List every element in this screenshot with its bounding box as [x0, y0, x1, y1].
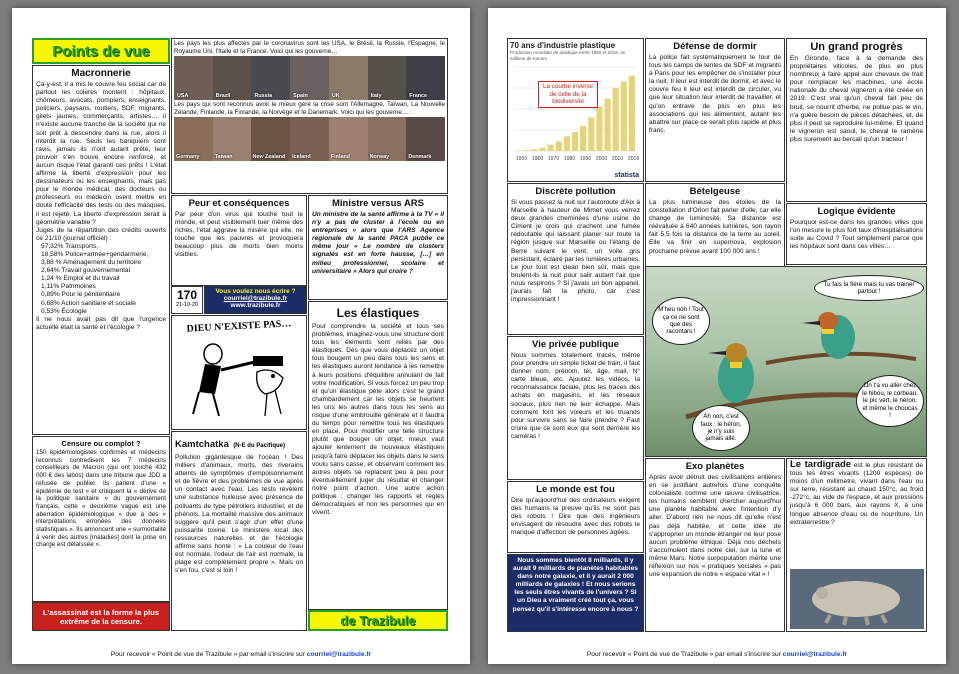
footer-text: Pour recevoir « Point de vue de Trazibule » par email s'inscrire sur [586, 651, 781, 658]
cartoon [171, 315, 307, 430]
birds-photo [645, 266, 927, 457]
article-censure [32, 436, 170, 602]
article-body: Pollution gigantesque de l'océan ! Des milliers d'animaux, morts, des riverains atteints de symptômes d'empoisonnement et de fièvre et des problèmes de vue après un contact avec l'eau. Les tests révèlent une substance huileuse avec présence de polluants de type pétroliers industriel, et de phénols. La mortalité massive des animaux suggère qu'il peut s'agir d'un effet d'une puissante toxine. Le ministère local des ressources naturelles et de l'écologie affirme sans honte : « La couleur de l'eau est normale, l'odeur de l'air est normale, la plage est complètement propre ». Mais on s'en fou, c'est si loin ! [175, 454, 303, 575]
quote-banner [32, 602, 170, 631]
article-title: Kamtchatka [175, 439, 229, 450]
leader-photo: Italy [368, 56, 407, 100]
speech-bubble: Ah non, c'est faux : le héron, je n'y suis jamais allé. [692, 405, 750, 451]
article-body: Par peur d'un virus qui touche tout le monde, et peut visiblement tuer même des riches, l'état aggrave la misère qui elle, ne touche que les pauvres et provoquera beaucoup plus de morts bien moins visibles. [175, 211, 303, 259]
leader-photo: Brazil [213, 56, 252, 100]
article-body: Nous sommes totalement tracés, même pour prendre un simple ticket de train, il faut donner nom, prénom, tél, âge, mail, N° carte bleue, etc. Ajoutez les vidéos, la reconnaissance faciale, plus les traces des achats en magasins, et les réseaux sociaux, plus rien ne leur échappe. Mais comment font les voleurs et les truands pour survivre sans se faire prendre ? Faut croire que ce sont eux qui sont derrière les caméras ! [511, 352, 640, 440]
list-item: 3,88 % Aménagement du territoire [41, 259, 142, 267]
article-title: Censure ou complot ? [61, 439, 141, 448]
chart-annotation: La courbe inverse de celle de la biodiversité [538, 81, 598, 108]
leader-photo: New Zealand [251, 117, 290, 161]
chart-bar [629, 76, 635, 151]
article-title: Vie privée publique [532, 339, 619, 350]
plastic-chart [507, 38, 644, 182]
budget-list [36, 243, 166, 316]
milliards-text: Nous sommes bientôt 8 milliards, il y aurait 9 milliards de planètes habitables dans notre galaxie, et il y aurait 2 000 milliards de galaxies ! Et nous serions les seuls êtres vivants de l'univers ? Si un Dieu a vraiment créé tout ça, vous pensez qu'il s'intéresse encore à nous ? [512, 557, 639, 613]
chart-bar [548, 145, 554, 151]
chart-x-tick: 1970 [548, 156, 560, 162]
chart-bar [613, 88, 619, 151]
quote-text: L'assassinat est la forme la plus extrême de la censure. [42, 607, 160, 626]
leader-photo: Iceland [290, 117, 329, 161]
contact-email[interactable]: courriel@trazibule.fr [223, 295, 288, 302]
chart-x-tick: 2000 [596, 156, 608, 162]
footer-email[interactable]: courriel@trazibule.fr [782, 651, 848, 658]
speech-bubble: On t'a vu aller chez le hibou, le corbeau, le pic vert, le héron, et même le choucas ! [856, 375, 924, 427]
article-progres [786, 38, 927, 202]
article-title: Peur et conséquences [188, 198, 290, 209]
chart-title: 70 ans d'industrie plastique [510, 41, 616, 50]
leader-photo: UK [329, 56, 368, 100]
list-item: 18,58% Police+armée+gendarmerie, [41, 250, 149, 258]
list-item: 57,32% Transports, [41, 242, 99, 250]
article-title: Macronnerie [71, 68, 131, 79]
chart-bar [621, 82, 627, 151]
article-title: Le tardigrade [790, 459, 852, 470]
article-body: 150 épidémiologistes confirmés et médecins reconnus contredisent les 7 médecins conseilleurs de Macron (qui ont touché 432 000 € des labos) dans une tribune que JDD a refusée de publier. Ils parlent d'une « épidémie de test » et critiquent la « dérive de la politique sanitaire » du gouvernement français, cette « deuxième vague est une aberration épidémiologique » due à des « interprétations erronées des données statistiques ». Ils annoncent une « surmortalité à venir des autres [maladies] dont la prise en charge est délaissée ». [36, 449, 166, 549]
article-title: Exo planètes [685, 461, 745, 472]
cartoon-drawing [175, 332, 303, 422]
speech-bubble: Tu fais la fière mais tu vas trainer partout ! [814, 275, 924, 301]
left-page [12, 8, 470, 664]
chart-bar [572, 132, 578, 151]
page-footer [12, 651, 470, 658]
article-title: Discrète pollution [535, 186, 616, 197]
chart-bar [556, 142, 562, 151]
article-fou [507, 481, 644, 553]
article-logique [786, 203, 927, 265]
article-dormir [645, 38, 785, 182]
contact-box [204, 286, 307, 314]
article-title: Défense de dormir [673, 41, 757, 52]
footer-text: Pour recevoir « Point de vue de Trazibule » par email s'inscrire sur [110, 651, 305, 658]
article-tardigrade [786, 458, 927, 632]
leader-photo: Germany [174, 117, 213, 161]
article-title-row [175, 434, 303, 452]
issue-date: 21-10-20 [175, 302, 199, 308]
list-item: 0,89% Pour le pénitentiaire [41, 291, 121, 299]
chart-bar [531, 149, 537, 151]
article-subtitle: (N-E du Pacifique) [233, 443, 285, 449]
article-title: Logique évidente [817, 206, 896, 217]
leader-photo: Finland [329, 117, 368, 161]
leader-photo: Denmark [406, 117, 445, 161]
chart-bar [564, 136, 570, 151]
issue-number: 170 [176, 288, 198, 302]
right-page [488, 8, 946, 664]
leaders-mid: Les pays qui sont reconnus avoir le mieux géré la crise sont l'Allemagne, Taïwan, La Nouvelle Zélande, Finlande, la Finlande, la Norvège et le Danemark. Voici qui les gouverne… : [174, 101, 445, 116]
list-item: 1,24 % Emploi et du travail [41, 275, 120, 283]
article-body: La plus lumineuse des étoiles de la constellation d'Orion fait parler d'elle, car elle change de luminosité. Sa distance est réévaluée à 640 années lumières, son rayon fait 5,5 fois la distance de la terre au soleil. Elle va finir en supernova, explosion prochaine prévue avant 100 000 ans ! [649, 199, 781, 255]
list-item: 0,68% Action sanitaire et sociale [41, 299, 136, 307]
article-body: Un ministre de la santé affirme à la TV « il n'y a pas de cluster à l'école ou en entreprises » alors que l'ARS Agence régionale de la santé PACA publie ce même jour « Le nombre de clusters signalés est en forte hausse, […] en milieu professionnel, scolaire et universitaire » Alors qui croire ? [312, 211, 444, 275]
list-item: 1,11% Patrimoines [41, 283, 96, 291]
masthead [32, 38, 170, 64]
chart-bar [523, 150, 529, 151]
leaders-intro: Les pays les plus affectés par le coronavirus sont les USA, le Brésil, la Russie, l'Espagne, le Royaume Uni, l'Italie et la France. Voici qui les gouverne… [174, 40, 445, 55]
article-body: Juges de la répartition des crédits ouverts ce 21/10 (journal officiel) : [36, 226, 166, 242]
chart-x-tick: 1990 [580, 156, 592, 162]
chart-bar [604, 99, 610, 152]
chart-plot [510, 63, 640, 163]
article-title: Le monde est fou [536, 484, 615, 495]
chart-bar [588, 117, 594, 151]
article-elastiques [308, 301, 448, 610]
article-body: Pour comprendre la société et tous ses problèmes, imaginez-vous une structure dont tous les éléments sont reliés par des élastiques. Dès que vous déplacez un objet tous bougent un peu dans tous les sens et les élastiques auront tendance à les remettre à leurs positions d'équilibre annulant de fait votre modification. Si vous forcez un peu trop et qu'un élastique pète alors c'est le grand chambardement car les objets se heurtent les uns les autres dans tous les sens au risque d'une embrouille générale et il faudra du temps pour remettre tous les élastiques en place. Pour modifier une telle structure plutôt que bouger un objet, mieux vaut ajouter lentement de nouveaux élastiques jusqu'à faire déplacer les objets dans le sens voulu sans casse, et observant comment les autres objets se replacent peu à peu pour éventuellement juger du résultat et changer notre point d'action. Une autre action politique : changer les rapports et règles démocratiques et non les personnes qui en vivent. [312, 323, 444, 517]
article-body: Ça-y-est, il a mis le couvre feu social car de partout les colères montent : hôpitaux, chômeurs, avocats, pompiers, enseignants, policiers, paysans, routiers, SDF, migrants, gilets jaunes, commerçants, artistes… il n'existe aucune tranche de la société qui ne soit prêt à descendre dans la rue, alors il interdit la rue. Seuls les banquiers sont ravis, jamais ils n'ont autant prêté, leur pouvoir s'en trouve encore renforcé, et aucun risque l'état garanti ces prêts ! L'état affirme la liberté d'expression pour les dessinateurs ou les enseignants, mais pas pour le monde médical, des docteurs ou professeurs ou médecin osent mettre en doute l'efficacité des tests ou des masques, il est rejeté. La liberté d'expression serait à géométrie variable ? [36, 81, 166, 226]
article-body: Pourquoi est-ce dans les grandes villes que l'on mesure le plus fort taux d'hospitalisations suite au Covid ? Tout simplement parce que les hôpitaux sont dans ces villes… [790, 219, 923, 251]
article-title: Bételgeuse [689, 186, 741, 197]
article-peur [171, 195, 307, 286]
chart-x-tick: 2010 [612, 156, 624, 162]
contact-site[interactable]: www.trazibule.fr [230, 302, 281, 309]
chart-x-tick: 2018 [628, 156, 640, 162]
photo-row-bottom [174, 117, 445, 161]
list-item: 0,53% Écologie [41, 307, 87, 315]
article-body: La police fait systématiquement le tour de tous les camps de tentes de SDF et migrants à Paris pour les empêcher de s'installer pour la nuit. Il leur est interdit de dormir, et avec le couvre feu il leur est interdit de circuler, vu que leur situation leur interdit de travailler, et qu'on entrave de plus en plus les associations qui les alimentent, autant les abattre sur place ce serait plus rapide et plus franc. [649, 54, 781, 134]
list-item: 2,64% Travail gouvernemental [41, 267, 131, 275]
tardigrade-image [790, 569, 924, 629]
chart-brand: statista [614, 172, 639, 179]
trazibule-title: de Trazibule [340, 613, 416, 628]
article-body: Si vous passez la nuit sur l'autoroute d'Aix à Marseille à hauteur de Mimet vous verrez deux grandes cheminées d'une usine de Ciment je crois qui crachent une fumée redoutable qui laissant planer sur toute la région jusque sur Marseille ou l'étang de Berre suivant le vent, un voile gris persistant, éclairé par les lumières urbaines. Le jour tout est clean bien sûr, mais que brulent-ils la nuit pour salir autant l'air que nous respirons ? Si j'avais un bon appareil, j'aurais fait la photo, car c'est impressionnant ! [511, 199, 641, 304]
chart-bar [539, 148, 545, 151]
chart-x-tick: 1980 [564, 156, 576, 162]
article-body: Il ne nous avait pas dit que l'urgence actuelle était la santé et l'écologie ? [36, 315, 166, 331]
article-title: Un grand progrès [810, 41, 903, 53]
article-privee [507, 336, 644, 480]
masthead-title: Points de vue [52, 42, 150, 60]
leader-photo: Norway [368, 117, 407, 161]
article-body: En Gironde, face à la demande des propriétaires viticoles, de plus en plus nombreux à faire appel aux chevaux de trait pour remplacer les machines, une école nationale du cheval vigneron a été créée en 2019. C'est vrai qu'un cheval fait peu de bruit, se nourrit d'herbe, ne pollue pas le vin, n'a guère besoin de pièces détachées, et, de plus il peut se reproduire lui-même. Et quand le vigneron est saoul, le cheval le ramène plus surement au bercail qu'un tracteur ! [790, 55, 923, 143]
article-body: Dire qu'aujourd'hui des ordinateurs exigent des humains la preuve qu'ils ne sont pas des robots ! Dire que des ingénieurs envisagent de résoudre avec des robots le manque d'affection de personnes âgées. [511, 497, 640, 537]
article-kamtchatka [171, 431, 307, 631]
photo-row-top [174, 56, 445, 100]
speech-bubble: M'heu non ! Tout ça ce ne sont que des racontars ! [652, 297, 710, 345]
leader-photo: Taiwan [213, 117, 252, 161]
milliards-box [507, 554, 644, 632]
leader-photo: France [406, 56, 445, 100]
chart-bar [580, 126, 586, 151]
chart-bar [596, 107, 602, 151]
article-macronnerie [32, 65, 170, 435]
leader-photo: Spain [290, 56, 329, 100]
article-body: Après avoir détruit des civilisations entières en se justifiant autrefois d'une conquête colonialiste comme une œuvre civilisatrice, les humains semblent chercher aujourd'hui une planète habitable avec l'intention d'y aller. D'abord rien ne nous dit qu'elle n'est pas déjà habitée, et cette idée de s'approprier un monde étranger ne leur pose aucun problème éthique. Déjà nos déchets s'accumulent dans notre ciel, sur la lune et même Mars. Notre surpopulation mérite une réflexion sur nos « pratiques sociales » pas une expansion de notre « espace vital » ! [649, 474, 781, 579]
chart-x-tick: 1960 [532, 156, 544, 162]
leader-photo: USA [174, 56, 213, 100]
chart-x-tick: 1950 [516, 156, 528, 162]
cartoon-caption: DIEU N'EXISTE PAS… [186, 318, 292, 335]
leader-photo: Russia [251, 56, 290, 100]
article-discrete [507, 183, 644, 335]
footer-email[interactable]: courriel@trazibule.fr [306, 651, 372, 658]
trazibule-banner [308, 610, 448, 631]
article-title: Ministre versus ARS [331, 198, 425, 209]
article-title: Les élastiques [336, 306, 420, 320]
article-body [790, 461, 923, 527]
issue-box [171, 286, 203, 314]
article-ministre [308, 195, 448, 300]
article-exo [645, 458, 785, 632]
chart-subtitle: Production mondiale de plastique entre 1950 et 2018, en millions de tonnes [510, 50, 626, 61]
leaders-section [171, 38, 448, 194]
page-footer [488, 651, 946, 658]
article-text: est le plus résistant de tous les êtres vivants (1200 espèces) de moins d'un millimètre, vivant dans l'eau ou sur terre, résistant au chaud 150°c, au froid -272°c, au vide de l'espace, et aux pressions jusqu'à 6 000 bars, aux rayons X, à une longue absence d'eau ou de nourriture. Un extraterrestre ? [790, 462, 923, 526]
contact-title: Vous voulez nous écrire ? [215, 288, 296, 295]
